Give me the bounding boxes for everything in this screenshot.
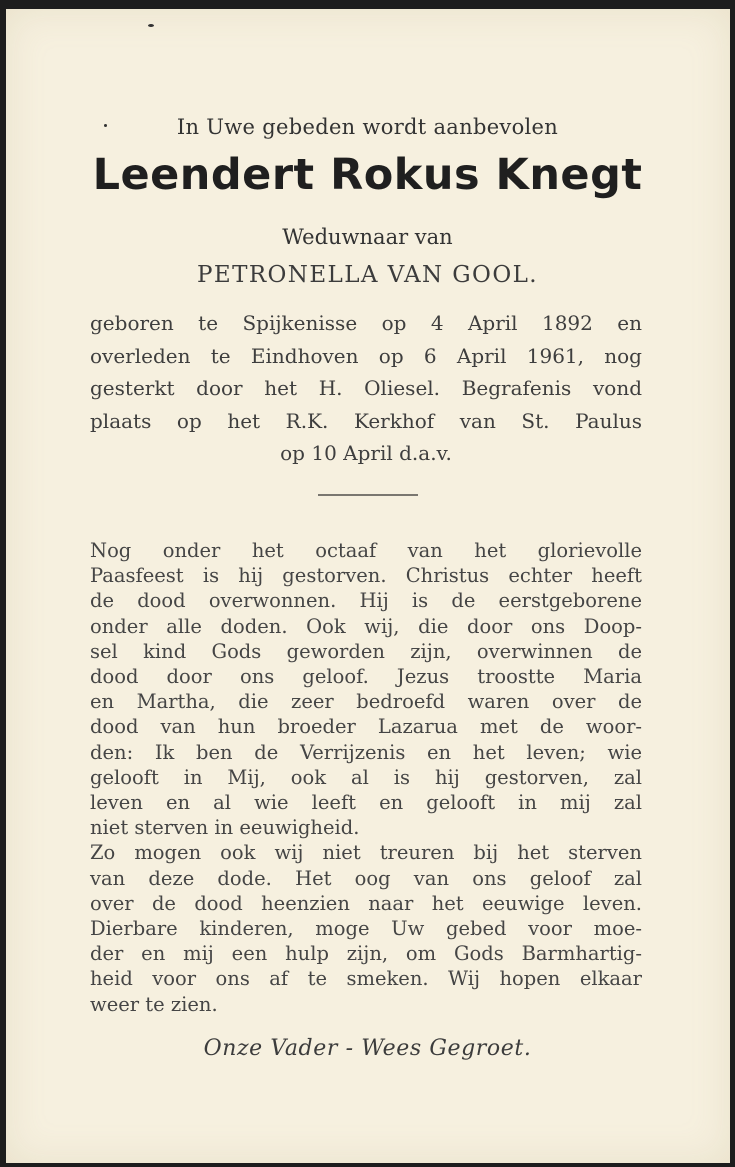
details-line: overleden te Eindhoven op 6 April 1961, nog — [90, 343, 642, 368]
body-line: Paasfeest is hij gestorven. Christus echter heeft — [90, 564, 642, 588]
body-line: dood van hun broeder Lazarua met de woor- — [90, 715, 642, 739]
body-line: der en mij een hulp zijn, om Gods Barmhartig- — [90, 942, 642, 966]
body-line: onder alle doden. Ook wij, die door ons Doop- — [90, 614, 642, 638]
body-line: sel kind Gods geworden zijn, overwinnen de — [90, 639, 642, 663]
details-line: geboren te Spijkenisse op 4 April 1892 en — [90, 311, 642, 335]
body-line: Dierbare kinderen, moge Uw gebed voor moe- — [90, 917, 642, 941]
body-line: den: Ik ben de Verrijzenis en het leven; wie — [90, 740, 642, 764]
details-line: op 10 April d.a.v. — [280, 441, 452, 465]
widower-label: Weduwnaar van — [282, 225, 453, 249]
body-line: Nog onder het octaaf van het glorievolle — [90, 539, 642, 562]
body-line: gelooft in Mij, ook al is hij gestorven, zal — [90, 765, 642, 789]
body-line: weer te zien. — [90, 992, 218, 1016]
body-line: niet sterven in eeuwigheid. — [90, 816, 360, 840]
body-line: Zo mogen ook wij niet treuren bij het sterven — [90, 841, 642, 865]
body-line: heid voor ons af te smeken. Wij hopen elkaar — [90, 967, 642, 991]
closing-prayer: Onze Vader - Wees Gegroet. — [203, 1036, 532, 1061]
body-line: en Martha, die zeer bedroefd waren over de — [90, 690, 642, 714]
life-details — [90, 307, 642, 470]
details-line: gesterkt door het H. Oliesel. Begrafenis vond — [90, 376, 642, 400]
intro-line: In Uwe gebeden wordt aanbevolen — [176, 115, 559, 139]
body-line: van deze dode. Het oog van ons geloof zal — [90, 866, 642, 890]
ink-speck — [148, 24, 154, 27]
body-line: leven en al wie leeft en gelooft in mij zal — [90, 791, 642, 815]
spouse-name: PETRONELLA VAN GOOL. — [197, 262, 538, 288]
body-line: over de dood heenzien naar het eeuwige leven. — [90, 891, 642, 915]
deceased-name: Leendert Rokus Knegt — [92, 150, 643, 200]
body-line: de dood overwonnen. Hij is de eerstgeborene — [90, 589, 642, 613]
body-line: dood door ons geloof. Jezus troostte Maria — [90, 665, 642, 689]
divider — [318, 494, 418, 496]
details-line: plaats op het R.K. Kerkhof van St. Paulus — [90, 408, 642, 433]
meditation-text — [90, 538, 642, 1017]
